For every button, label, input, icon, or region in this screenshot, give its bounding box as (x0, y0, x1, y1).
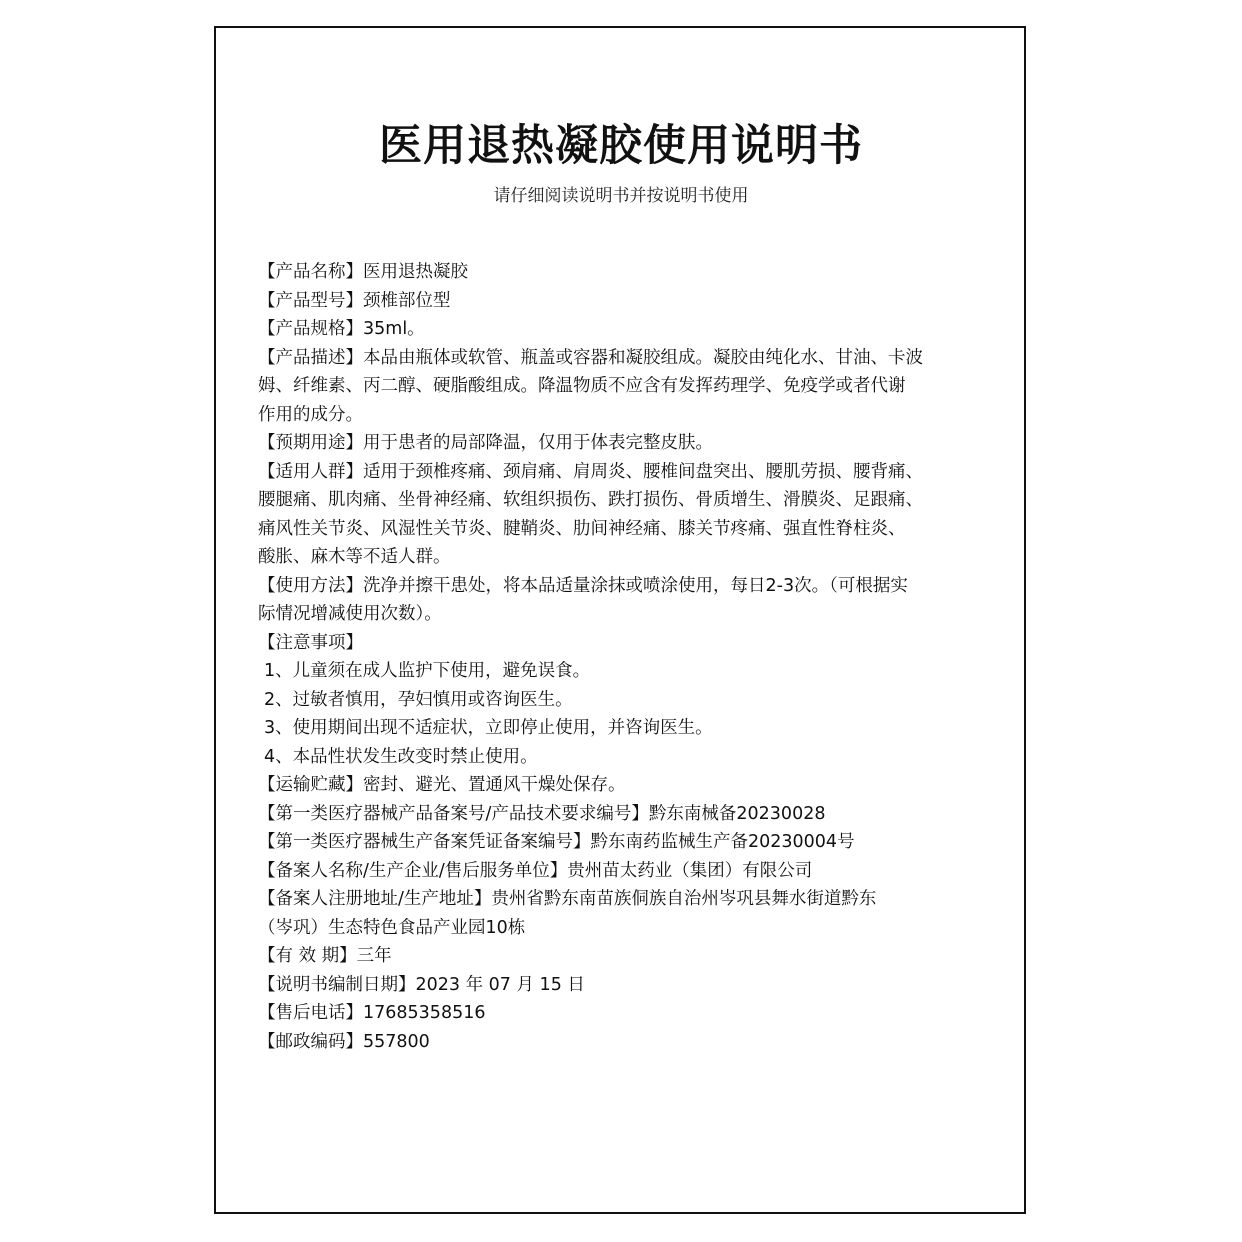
body-line-target-group-2: 腰腿痛、肌肉痛、坐骨神经痛、软组织损伤、跌打损伤、骨质增生、滑膜炎、足跟痛、 (258, 490, 923, 510)
body-line-description-2: 姆、纤维素、丙二醇、硬脂酸组成。降温物质不应含有发挥药理学、免疫学或者代谢 (258, 376, 906, 396)
document-title: 医用退热凝胶使用说明书 (379, 121, 863, 171)
body-line-precautions-heading: 【注意事项】 (258, 632, 363, 653)
document-body (258, 258, 994, 1056)
body-line-storage: 【运输贮藏】密封、避光、置通风干燥处保存。 (258, 775, 626, 795)
body-line-production-filing-number: 【第一类医疗器械生产备案凭证备案编号】黔东南药监械生产备20230004号 (258, 832, 855, 852)
body-line-address-2: （岑巩）生态特色食品产业园10栋 (258, 917, 526, 938)
body-line-compile-date: 【说明书编制日期】2023 年 07 月 15 日 (258, 974, 585, 995)
body-line-intended-use: 【预期用途】用于患者的局部降温，仅用于体表完整皮肤。 (258, 433, 713, 453)
body-line-precaution-4: 4、本品性状发生改变时禁止使用。 (264, 746, 538, 767)
body-line-target-group-3: 痛风性关节炎、风湿性关节炎、腱鞘炎、肋间神经痛、膝关节疼痛、强直性脊柱炎、 (258, 518, 906, 539)
body-line-filer-name: 【备案人名称/生产企业/售后服务单位】贵州苗太药业（集团）有限公司 (258, 860, 813, 881)
body-line-postal-code: 【邮政编码】557800 (258, 1031, 430, 1052)
body-line-usage-1: 【使用方法】洗净并擦干患处，将本品适量涂抹或喷涂使用，每日2-3次。（可根据实 (258, 575, 908, 596)
body-line-service-phone: 【售后电话】17685358516 (258, 1003, 486, 1023)
body-line-target-group-1: 【适用人群】适用于颈椎疼痛、颈肩痛、肩周炎、腰椎间盘突出、腰肌劳损、腰背痛、 (258, 461, 923, 482)
body-line-address-1: 【备案人注册地址/生产地址】贵州省黔东南苗族侗族自治州岑巩县舞水街道黔东 (258, 889, 877, 909)
body-line-validity: 【有 效 期】三年 (258, 946, 392, 966)
body-line-filing-number: 【第一类医疗器械产品备案号/产品技术要求编号】黔东南械备20230028 (258, 803, 826, 824)
body-line-description-3: 作用的成分。 (258, 404, 363, 425)
body-line-precaution-1: 1、儿童须在成人监护下使用，避免误食。 (264, 661, 591, 681)
body-line-precaution-3: 3、使用期间出现不适症状，立即停止使用，并咨询医生。 (264, 718, 713, 738)
body-line-product-model: 【产品型号】颈椎部位型 (258, 290, 451, 311)
body-line-precaution-2: 2、过敏者慎用，孕妇慎用或咨询医生。 (264, 689, 573, 710)
body-line-description-1: 【产品描述】本品由瓶体或软管、瓶盖或容器和凝胶组成。凝胶由纯化水、甘油、卡波 (258, 347, 923, 368)
body-line-product-spec: 【产品规格】35ml。 (258, 319, 425, 339)
body-line-target-group-4: 酸胀、麻木等不适人群。 (258, 547, 451, 567)
body-line-product-name: 【产品名称】医用退热凝胶 (258, 262, 468, 282)
document-subtitle: 请仔细阅读说明书并按说明书使用 (493, 186, 749, 206)
body-line-usage-2: 际情况增减使用次数）。 (258, 604, 442, 624)
